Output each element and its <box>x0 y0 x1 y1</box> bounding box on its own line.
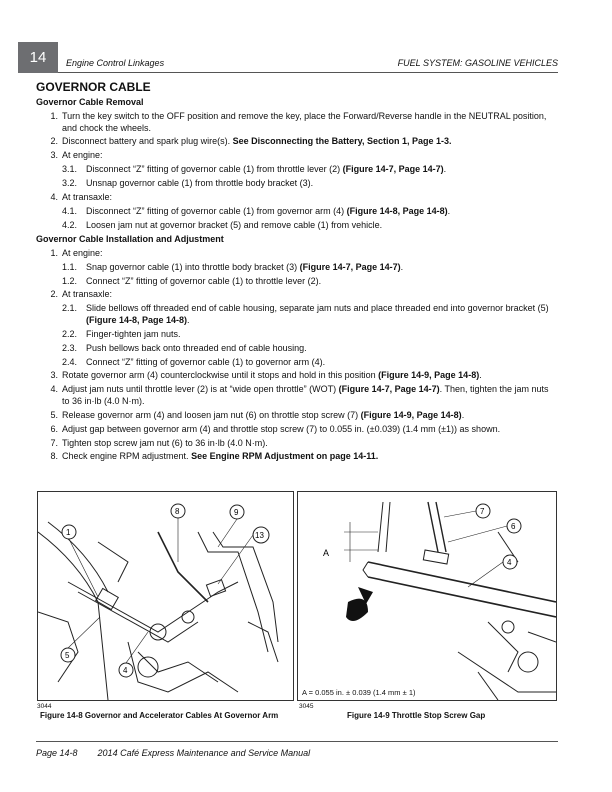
cross-reference: See Disconnecting the Battery, Section 1, Page 1-3. <box>232 136 452 147</box>
throttle-stop-illustration <box>298 492 556 700</box>
footer-page: Page 14-8 <box>36 748 78 758</box>
step <box>36 248 558 260</box>
step-number: 3. <box>50 150 58 161</box>
step-body: Disconnect battery and spark plug wire(s). <box>62 136 233 147</box>
cross-reference: (Figure 14-7, Page 14-7) <box>299 261 401 272</box>
step-body: Unsnap governor cable (1) from throttle body bracket (3). <box>86 178 314 189</box>
step-text <box>62 248 558 260</box>
step-number: 1. <box>50 247 58 258</box>
step-text <box>62 424 558 436</box>
step <box>36 384 558 407</box>
step-ending: . <box>447 205 451 216</box>
step-text <box>62 192 558 204</box>
governor-arm-illustration <box>38 492 293 700</box>
sub-step <box>62 178 558 190</box>
step-text <box>62 410 558 422</box>
footer-title: 2014 Café Express Maintenance and Service Manual <box>97 748 311 758</box>
step-body: Finger-tighten jam nuts. <box>86 328 181 339</box>
chapter-tab <box>18 42 58 73</box>
step-number: 5. <box>50 409 58 420</box>
step-text <box>62 111 558 134</box>
step-ending: . Then, tighten the jam nuts to 36 in·lb (4.0 N·m). <box>62 384 549 406</box>
cross-reference: (Figure 14-8, Page 14-8) <box>346 205 448 216</box>
header-left-title: Engine Control Linkages <box>66 58 165 68</box>
step-number: 2. <box>50 289 58 300</box>
step-body: At engine: <box>62 150 103 161</box>
step-number: 3.2. <box>62 178 78 189</box>
sub-step <box>62 220 558 232</box>
step-text <box>62 384 558 407</box>
step-ending: . <box>479 370 482 381</box>
step-number: 2. <box>50 136 58 147</box>
callout-8: 8 <box>175 507 180 516</box>
section-title: GOVERNOR CABLE <box>36 80 151 94</box>
step <box>36 136 558 148</box>
step-number: 3.1. <box>62 164 78 175</box>
step <box>36 410 558 422</box>
callout-A: A <box>323 548 330 558</box>
step-body: At engine: <box>62 247 103 258</box>
callout-4: 4 <box>507 558 512 567</box>
step-number: 4. <box>50 192 58 203</box>
step-body: At transaxle: <box>62 192 113 203</box>
callout-13: 13 <box>255 531 264 540</box>
header-right-title: FUEL SYSTEM: GASOLINE VEHICLES <box>397 58 558 68</box>
step-ending: . <box>187 314 190 325</box>
step-text <box>62 136 558 148</box>
step-text <box>86 276 558 288</box>
step-body: At transaxle: <box>62 289 113 300</box>
step-text <box>86 178 558 190</box>
step-ending: . <box>461 409 465 420</box>
step-number: 2.3. <box>62 342 78 353</box>
step <box>36 192 558 204</box>
step-body: Disconnect “Z” fitting of governor cable (1) from throttle lever (2) <box>86 164 343 175</box>
figure-14-8-caption: Figure 14-8 Governor and Accelerator Cables At Governor Arm <box>40 711 279 720</box>
step <box>36 370 558 382</box>
cross-reference: (Figure 14-9, Page 14-8) <box>360 409 462 420</box>
step <box>36 289 558 301</box>
figure-14-8 <box>37 491 294 701</box>
callout-6: 6 <box>511 522 516 531</box>
install-steps <box>36 248 558 463</box>
step-number: 4. <box>50 384 58 395</box>
footer-rule <box>36 741 558 742</box>
step-number: 7. <box>50 437 58 448</box>
step-number: 4.1. <box>62 205 78 216</box>
step-text <box>86 220 558 232</box>
step-number: 1.1. <box>62 261 78 272</box>
step-body: Slide bellows off threaded end of cable housing, separate jam nuts and place threaded end into governor bracket (5) <box>86 303 549 314</box>
step <box>36 424 558 436</box>
removal-steps <box>36 111 558 231</box>
figure-14-9-caption: Figure 14-9 Throttle Stop Screw Gap <box>347 711 486 720</box>
sub-step <box>62 343 558 355</box>
cross-reference: (Figure 14-7, Page 14-7) <box>338 384 440 395</box>
step-body: Push bellows back onto threaded end of cable housing. <box>86 342 307 353</box>
step-number: 4.2. <box>62 219 78 230</box>
chapter-number: 14 <box>29 49 47 66</box>
step-text <box>86 303 558 326</box>
cross-reference: See Engine RPM Adjustment on page 14-11. <box>191 451 379 462</box>
callout-4: 4 <box>123 666 128 675</box>
step-text <box>62 150 558 162</box>
step-text <box>62 289 558 301</box>
step-body: Connect “Z” fitting of governor cable (1) to governor arm (4). <box>86 356 326 367</box>
step-body: Disconnect “Z” fitting of governor cable (1) from governor arm (4) <box>86 205 347 216</box>
figure-14-9 <box>297 491 557 701</box>
figure-14-9-id: 3045 <box>299 703 314 710</box>
step-body: Release governor arm (4) and loosen jam nut (6) on throttle stop screw (7) <box>62 409 361 420</box>
step-text <box>86 164 558 176</box>
step-number: 2.4. <box>62 356 78 367</box>
step-text <box>86 329 558 341</box>
step-body: Snap governor cable (1) into throttle body bracket (3) <box>86 261 300 272</box>
callout-1: 1 <box>66 528 71 537</box>
step-ending: . <box>400 261 404 272</box>
step-number: 6. <box>50 423 58 434</box>
step-number: 2.1. <box>62 303 78 314</box>
step <box>36 438 558 450</box>
step-number: 1. <box>50 111 58 121</box>
sub-step <box>62 329 558 341</box>
sub-step <box>62 262 558 274</box>
gap-note: A = 0.055 in. ± 0.039 (1.4 mm ± 1) <box>302 688 416 697</box>
cross-reference: (Figure 14-7, Page 14-7) <box>342 164 444 175</box>
step-body: Tighten stop screw jam nut (6) to 36 in·lb (4.0 N·m). <box>62 437 268 448</box>
step-number: 3. <box>50 370 58 381</box>
step-body: Turn the key switch to the OFF position and remove the key, place the Forward/Reverse handle in the NEUTRAL position, and chock the wheels. <box>62 111 547 133</box>
page-content <box>36 80 558 465</box>
step-body: Adjust gap between governor arm (4) and throttle stop screw (7) to 0.055 in. (±0.039) (1.4 mm (±1)) as shown. <box>62 423 501 434</box>
step-text <box>86 357 558 369</box>
step-text <box>62 451 558 463</box>
step-body: Loosen jam nut at governor bracket (5) and remove cable (1) from vehicle. <box>86 219 383 230</box>
step <box>36 111 558 134</box>
step-number: 8. <box>50 451 58 462</box>
step <box>36 150 558 162</box>
callout-5: 5 <box>65 651 70 660</box>
cross-reference: (Figure 14-9, Page 14-8) <box>378 370 480 381</box>
sub-step <box>62 357 558 369</box>
header-rule <box>58 72 558 73</box>
step-text <box>86 262 558 274</box>
figure-14-8-id: 3044 <box>37 703 52 710</box>
step-ending: . <box>443 164 447 175</box>
step-text <box>86 343 558 355</box>
removal-heading: Governor Cable Removal <box>36 97 144 107</box>
step-body: Connect “Z” fitting of governor cable (1) to throttle lever (2). <box>86 275 322 286</box>
step-number: 1.2. <box>62 275 78 286</box>
step-text <box>62 438 558 450</box>
install-heading: Governor Cable Installation and Adjustment <box>36 233 224 244</box>
step-body: Check engine RPM adjustment. <box>62 451 192 462</box>
sub-step <box>62 164 558 176</box>
sub-step <box>62 303 558 326</box>
callout-9: 9 <box>234 508 239 517</box>
step-text <box>62 370 558 382</box>
step-number: 2.2. <box>62 328 78 339</box>
cross-reference: (Figure 14-8, Page 14-8) <box>86 314 188 325</box>
sub-step <box>62 276 558 288</box>
footer <box>36 748 310 758</box>
step-text <box>86 206 558 218</box>
sub-step <box>62 206 558 218</box>
step-body: Rotate governor arm (4) counterclockwise until it stops and hold in this position <box>62 370 379 381</box>
step-body: Adjust jam nuts until throttle lever (2) is at “wide open throttle” (WOT) <box>62 384 339 395</box>
callout-7: 7 <box>480 507 485 516</box>
step <box>36 451 558 463</box>
